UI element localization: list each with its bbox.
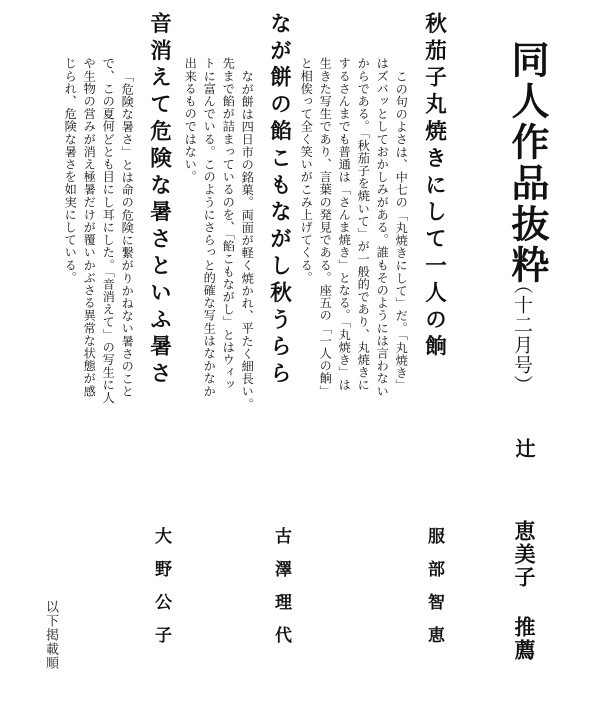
poet-1: 服部智恵 bbox=[424, 527, 444, 659]
comment-1-line-4: するさんまでも普通は「さんま焼き」となる。「丸焼き」は bbox=[337, 57, 352, 392]
comment-2-line-3: トに富んでいる。このようにさらっと的確な写生はなかなか bbox=[202, 57, 217, 398]
comment-2-line-1: なが餅は四日市の銘菓。両面が軽く焼かれ、平たく細長い。 bbox=[240, 70, 255, 411]
issue-label: （十二月号） bbox=[511, 275, 533, 395]
poet-3: 大野公子 bbox=[151, 527, 171, 659]
author-role: 恵美子 推薦 bbox=[512, 520, 537, 662]
comment-1-line-1: この句のよさは、中七の「丸焼きにして」だ。「丸焼き」 bbox=[394, 70, 409, 392]
comment-2-line-2: 先まで餡が詰まっているのを、「餡こもながし」とはウィッ bbox=[221, 57, 236, 392]
poet-2: 古澤理代 bbox=[271, 527, 291, 659]
page-title: 同人作品抜粋 bbox=[505, 40, 550, 286]
comment-3-line-3: や生物の営みが消え極暑だけが覆いかぶさる異常な状態が感 bbox=[82, 57, 97, 398]
comment-3-line-1: 「危険な暑さ」とは命の危険に繋がりかねない暑さのこと bbox=[120, 70, 135, 398]
comment-2-line-4: 出来るものではない。 bbox=[183, 57, 198, 183]
comment-3-line-2: で、この夏何どとも目にし耳にした。「音消えて」の写生に人 bbox=[101, 57, 116, 404]
comment-1-line-6: と相俟って全く笑いがこみ上げてくる。 bbox=[299, 57, 314, 284]
haiku-2: なが餅の餡こもながし秋うらら bbox=[266, 12, 292, 389]
haiku-1: 秋茄子丸焼きにして一人の餉 bbox=[421, 12, 447, 362]
comment-3-line-4: じられ、危険な暑さを如実にしている。 bbox=[63, 57, 78, 284]
comment-1-line-3: からである。「秋茄子を焼いて」が一般的であり、丸焼きに bbox=[356, 57, 371, 392]
author-name: 辻 bbox=[512, 438, 536, 458]
haiku-3: 音消えて危険な暑さといふ暑さ bbox=[146, 12, 172, 389]
order-note: 以下掲載順 bbox=[43, 600, 58, 670]
comment-1-line-5: 生きた写生であり、言葉の発見である。座五の「一人の餉」 bbox=[318, 57, 333, 398]
comment-1-line-2: はズバッとしておかしみがある。誰もそのようには言わない bbox=[375, 57, 390, 398]
